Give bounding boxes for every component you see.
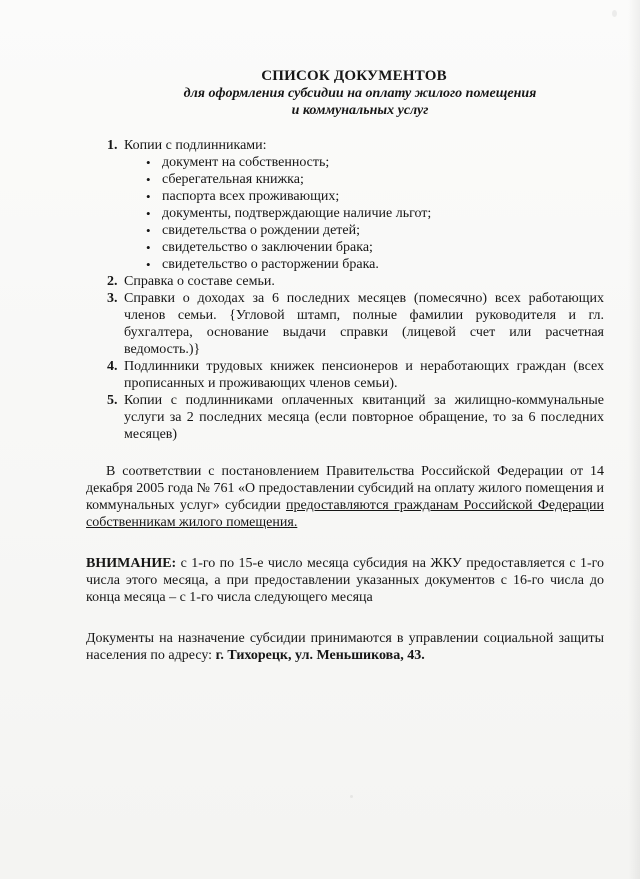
list-item-work-books: 4. Подлинники трудовых книжек пенсионеров и неработающих граждан (всех прописанных и проживающих членов семьи). xyxy=(121,358,604,392)
sublist-item: • сберегательная книжка; xyxy=(162,171,604,188)
title-subtitle-line2: и коммунальных услуг xyxy=(291,103,429,118)
list-item-copies xyxy=(121,137,604,273)
scan-edge-shadow xyxy=(628,0,640,879)
scan-speck xyxy=(350,795,353,798)
title-subtitle-line1: для оформления субсидии на оплату жилого помещения xyxy=(183,86,537,101)
address-text: Документы на назначение субсидии принимаются в управлении социальной защиты населения по адресу: xyxy=(86,631,604,663)
document-title xyxy=(86,68,604,119)
sublist-item: • свидетельство о заключении брака; xyxy=(162,239,604,256)
list-item-copies-label: Копии с подлинниками: xyxy=(124,138,267,153)
decree-text: В соответствии с постановлением Правительства Российской Федерации от 14 декабря 2005 года № 761 «О предоставлении субсидий на оплату жилого помещения и коммунальных услуг» субсидии xyxy=(86,464,604,513)
decree-underlined-text: предоставляются гражданам Российской Федерации собственникам жилого помещения. xyxy=(86,498,604,530)
sublist-item: • свидетельство о расторжении брака. xyxy=(162,256,604,273)
title-main: СПИСОК ДОКУМЕНТОВ xyxy=(261,68,447,84)
copies-sublist xyxy=(124,154,604,273)
sublist-item: • документ на собственность; xyxy=(162,154,604,171)
sublist-item: • документы, подтверждающие наличие льгот; xyxy=(162,205,604,222)
sublist-item: • паспорта всех проживающих; xyxy=(162,188,604,205)
sublist-item: • свидетельства о рождении детей; xyxy=(162,222,604,239)
attention-text: с 1-го по 15-е число месяца субсидия на ЖКУ предоставляется с 1-го числа этого месяца, а при предоставлении указанных документов с 16-го числа до конца месяца – с 1-го числа следующего месяца xyxy=(86,556,604,605)
address-paragraph xyxy=(86,630,604,664)
list-item-family-certificate: 2. Справка о составе семьи. xyxy=(121,273,604,290)
list-item-paid-receipts: 5. Копии с подлинниками оплаченных квитанций за жилищно-коммунальные услуги за 2 последних месяца (если повторное обращение, то за 6 последних месяцев) xyxy=(121,392,604,443)
address-value: г. Тихорецк, ул. Меньшикова, 43. xyxy=(215,648,425,663)
decree-paragraph xyxy=(86,463,604,531)
list-item-income-certificates: 3. Справки о доходах за 6 последних месяцев (помесячно) всех работающих членов семьи. {Угловой штамп, полные фамилии руководителя и гл. бухгалтера, основание выдачи справки (лицевой счет или расчетная ведомость.)} xyxy=(121,290,604,358)
documents-list xyxy=(86,137,604,443)
scan-speck xyxy=(612,10,617,17)
attention-paragraph xyxy=(86,555,604,606)
attention-label: ВНИМАНИЕ: xyxy=(86,556,177,571)
